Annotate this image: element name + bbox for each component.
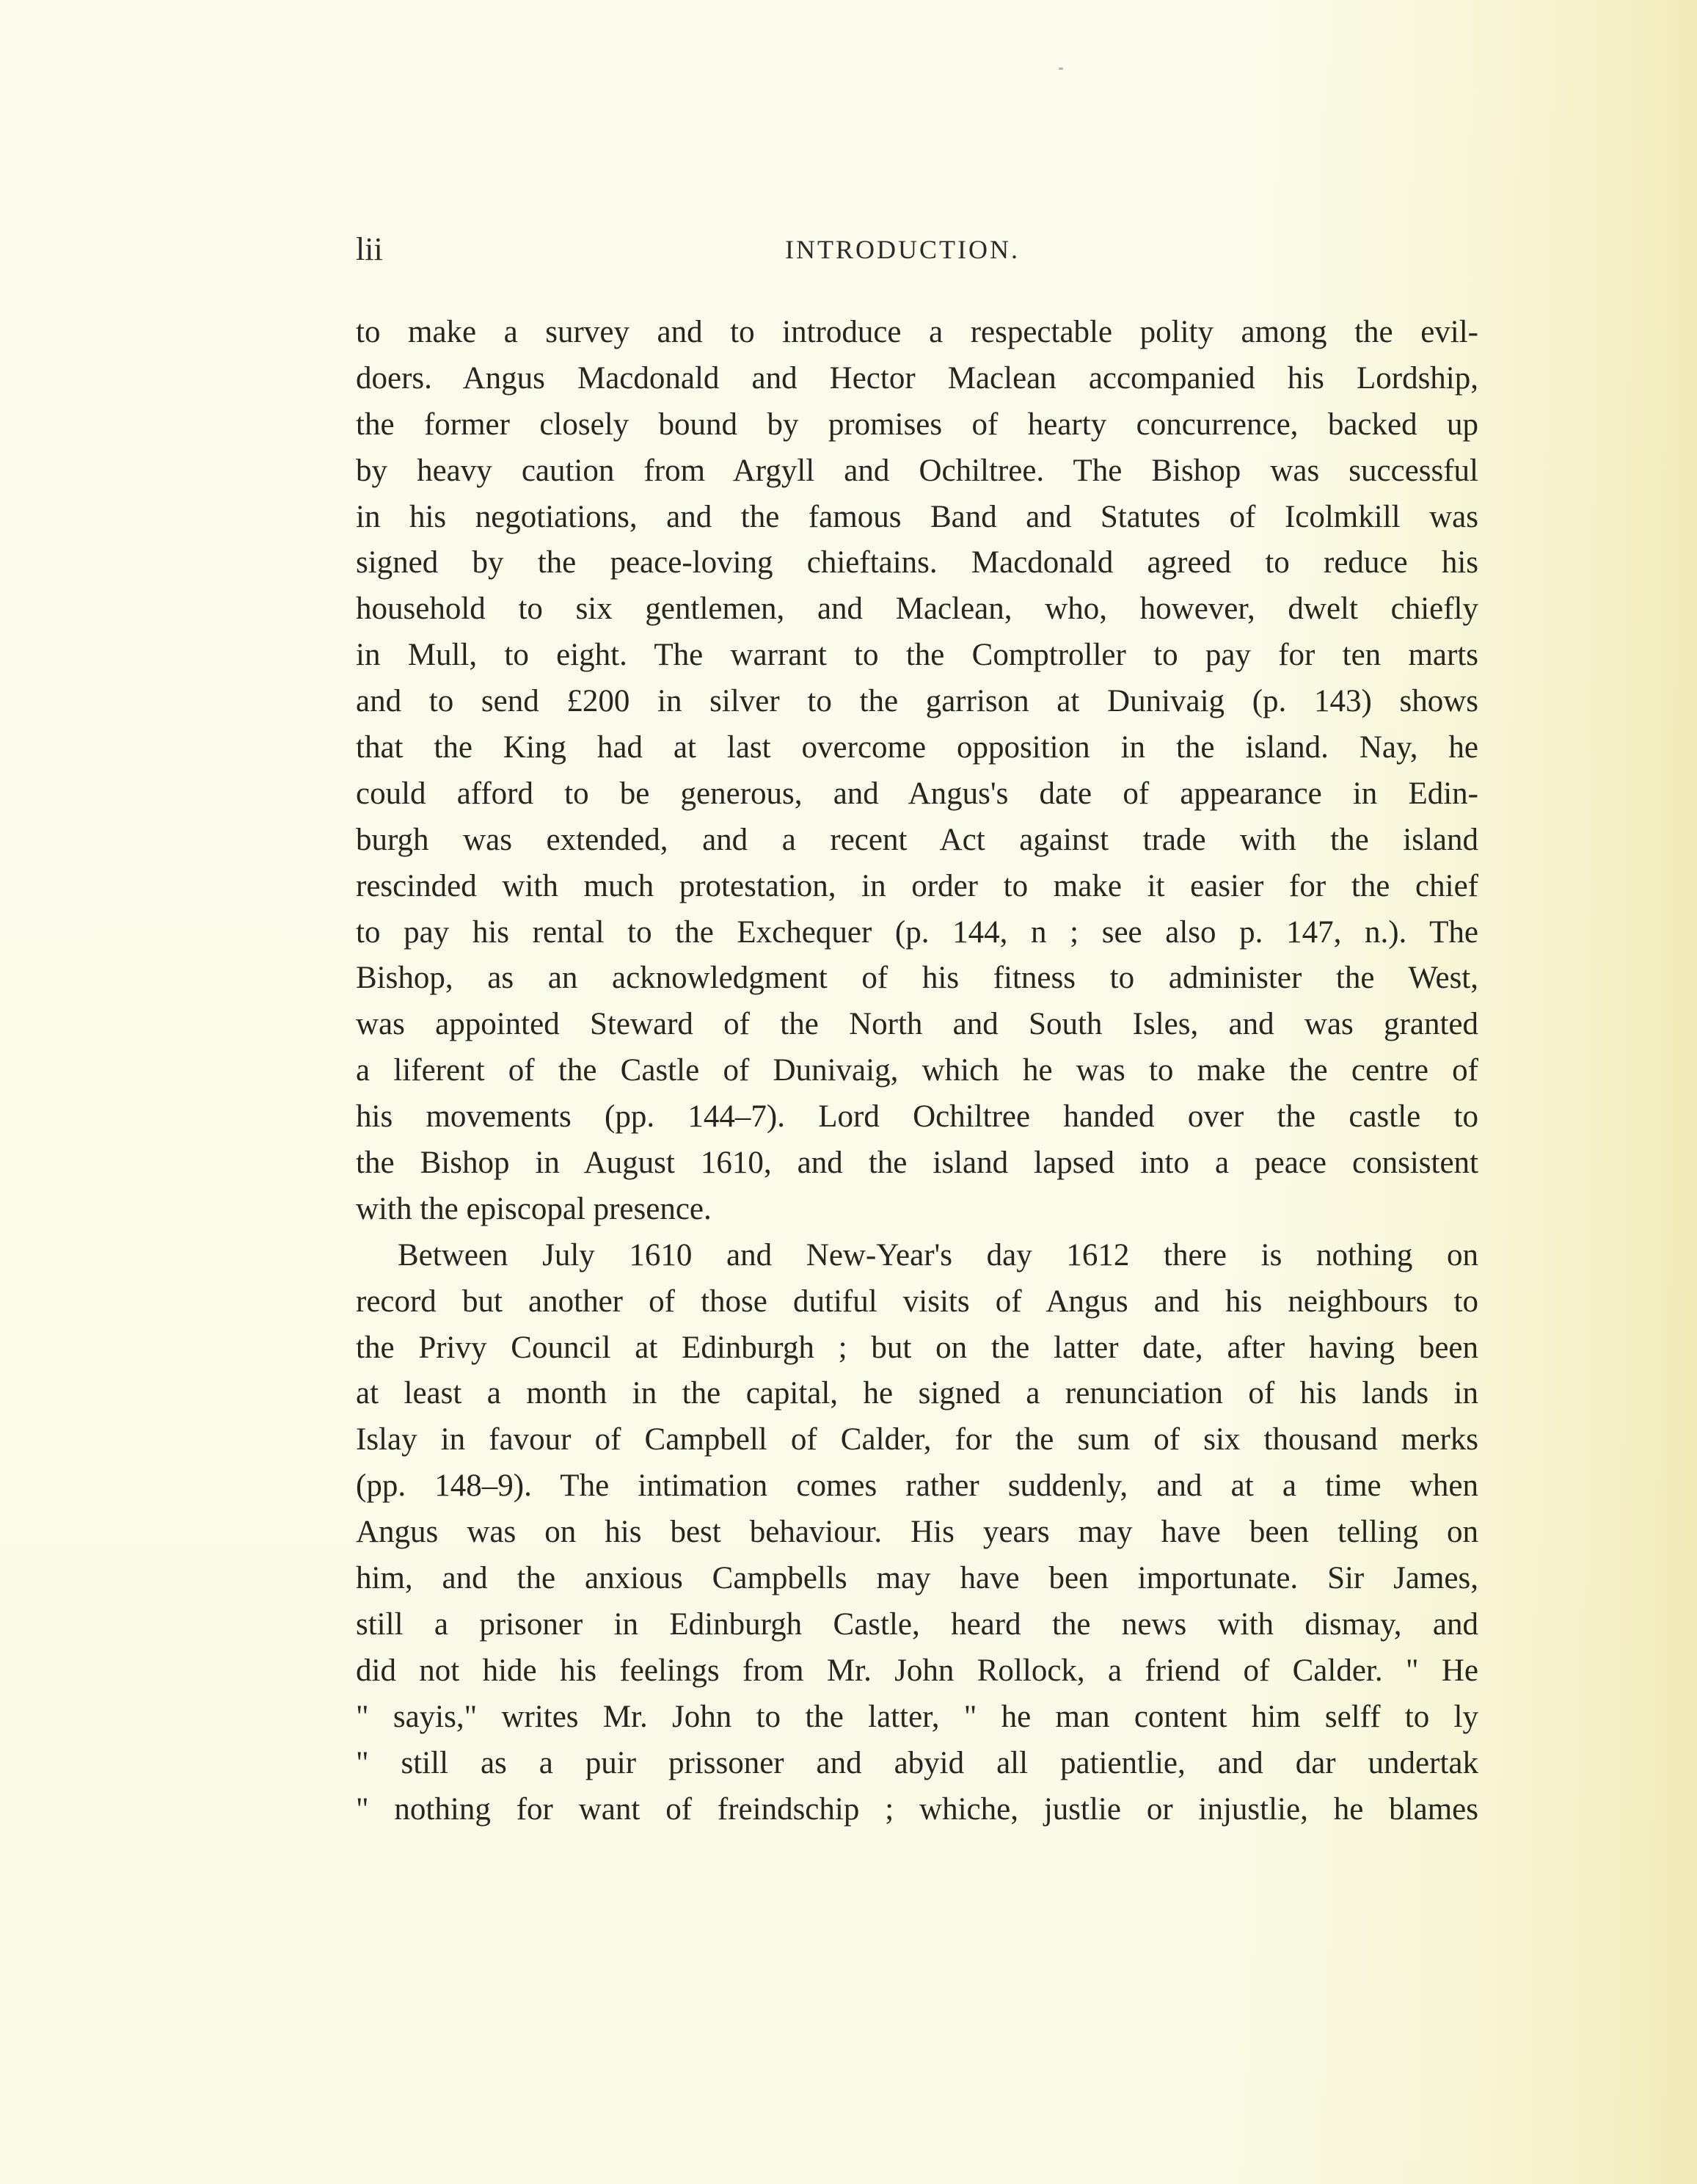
text-line: Islay in favour of Campbell of Calder, for the sum of six thousand merks xyxy=(356,1422,1478,1457)
text-line: to make a survey and to introduce a respectable polity among the evil- xyxy=(356,315,1478,349)
text-line: that the King had at last overcome opposition in the island. Nay, he xyxy=(356,730,1478,765)
text-line: record but another of those dutiful visits of Angus and his neighbours to xyxy=(356,1284,1478,1319)
text-line: a liferent of the Castle of Dunivaig, which he was to make the centre of xyxy=(356,1053,1478,1088)
text-line: (pp. 148–9). The intimation comes rather suddenly, and at a time when xyxy=(356,1468,1478,1504)
text-line: burgh was extended, and a recent Act against trade with the island xyxy=(356,822,1478,857)
paper-speck xyxy=(1059,68,1063,70)
text-line: him, and the anxious Campbells may have been importunate. Sir James, xyxy=(356,1561,1478,1596)
text-line: was appointed Steward of the North and South Isles, and was granted xyxy=(356,1007,1478,1042)
text-line: signed by the peace-loving chieftains. Macdonald agreed to reduce his xyxy=(356,545,1478,580)
text-line: in his negotiations, and the famous Band and Statutes of Icolmkill was xyxy=(356,499,1478,534)
text-line: could afford to be generous, and Angus's date of appearance in Edin- xyxy=(356,776,1478,811)
text-line: the Privy Council at Edinburgh ; but on the latter date, after having been xyxy=(356,1330,1478,1365)
page-number: lii xyxy=(356,231,383,267)
text-line: at least a month in the capital, he signed a renunciation of his lands in xyxy=(356,1376,1478,1411)
text-line: the Bishop in August 1610, and the island lapsed into a peace consistent xyxy=(356,1146,1478,1181)
text-line: his movements (pp. 144–7). Lord Ochiltree handed over the castle to xyxy=(356,1099,1478,1135)
text-line: Bishop, as an acknowledgment of his fitness to administer the West, xyxy=(356,961,1478,996)
text-line: in Mull, to eight. The warrant to the Comptroller to pay for ten marts xyxy=(356,638,1478,673)
running-title: INTRODUCTION. xyxy=(785,235,1020,264)
text-line: " still as a puir prissoner and abyid all patientlie, and dar undertak xyxy=(356,1745,1478,1780)
text-line: rescinded with much protestation, in order to make it easier for the chief xyxy=(356,868,1478,903)
text-line: Between July 1610 and New-Year's day 1612 there is nothing on xyxy=(398,1237,1478,1273)
text-line: household to six gentlemen, and Maclean, who, however, dwelt chiefly xyxy=(356,592,1478,627)
text-line: did not hide his feelings from Mr. John Rollock, a friend of Calder. " He xyxy=(356,1653,1478,1688)
text-line: and to send £200 in silver to the garrison at Dunivaig (p. 143) shows xyxy=(356,684,1478,719)
text-line: " nothing for want of freindschip ; whiche, justlie or injustlie, he blames xyxy=(356,1791,1478,1827)
body-text xyxy=(356,310,1478,1832)
text-line: Angus was on his best behaviour. His years may have been telling on xyxy=(356,1515,1478,1550)
text-line: to pay his rental to the Exchequer (p. 144, n ; see also p. 147, n.). The xyxy=(356,914,1478,950)
text-line: doers. Angus Macdonald and Hector Maclean accompanied his Lordship, xyxy=(356,360,1478,396)
text-line: " sayis," writes Mr. John to the latter, " he man content him selff to ly xyxy=(356,1699,1478,1734)
page-header xyxy=(356,229,1478,270)
text-line: by heavy caution from Argyll and Ochiltree. The Bishop was successful xyxy=(356,453,1478,488)
text-line: still a prisoner in Edinburgh Castle, heard the news with dismay, and xyxy=(356,1606,1478,1642)
text-line: with the episcopal presence. xyxy=(356,1191,712,1226)
text-line: the former closely bound by promises of hearty concurrence, backed up xyxy=(356,407,1478,442)
